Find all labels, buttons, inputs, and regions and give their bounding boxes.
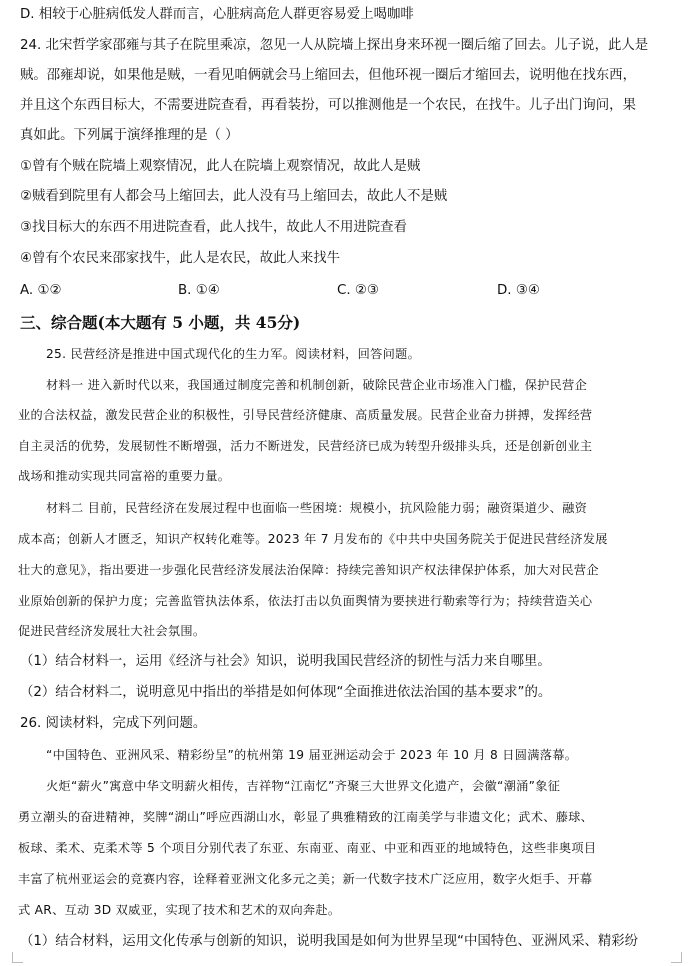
q26-material-line-5: 丰富了杭州亚运会的竞赛内容，诠释着亚洲文化多元之美；新一代数字技术广泛应用，数字火炬手、开幕 bbox=[18, 872, 593, 886]
q25-material1-line-3: 自主灵活的优势，发展韧性不断增强，活力不断迸发，民营经济已成为转型升级排头兵，还是创新创业主 bbox=[18, 439, 593, 453]
page-corner-mark-right bbox=[671, 952, 682, 963]
q26-title: 26. 阅读材料，完成下列问题。 bbox=[20, 716, 207, 731]
q25-material2-line-2: 成本高；创新人才匮乏，知识产权转化难等。2023 年 7 月发布的《中共中央国务院关于促进民营经济发展 bbox=[18, 532, 608, 546]
q25-material1-line-2: 业的合法权益，激发民营企业的积极性，引导民营经济健康、高质量发展。民营企业奋力拼搏，发挥经营 bbox=[18, 408, 593, 422]
q24-statement-2: ②贼看到院里有人都会马上缩回去，此人没有马上缩回去，故此人不是贼 bbox=[20, 189, 448, 204]
q26-material-line-6: 式 AR、互动 3D 双威亚，实现了技术和艺术的双向奔赴。 bbox=[18, 903, 341, 917]
q25-material1-line-1: 材料一 进入新时代以来，我国通过制度完善和机制创新，破除民营企业市场准入门槛，保护民营企 bbox=[46, 378, 588, 392]
q25-title: 25. 民营经济是推进中国式现代化的生力军。阅读材料，回答问题。 bbox=[46, 347, 421, 361]
q26-material-line-1: “中国特色、亚洲风采、精彩纷呈”的杭州第 19 届亚洲运动会于 2023 年 10 月 8 日圆满落幕。 bbox=[46, 748, 578, 762]
q24-option-b: B. ①④ bbox=[178, 283, 220, 298]
q24-line-2: 贼。邵雍却说，如果他是贼，一看见咱俩就会马上缩回去，但他环视一圈后才缩回去，说明他在找东西， bbox=[20, 68, 636, 83]
q24-statement-4: ④曾有个农民来邵家找牛，此人是农民，故此人来找牛 bbox=[20, 251, 340, 266]
q25-material1-line-4: 战场和推动实现共同富裕的重要力量。 bbox=[18, 469, 231, 483]
page-corner-mark-left bbox=[12, 952, 23, 963]
q24-statement-1: ①曾有个贼在院墙上观察情况，此人在院墙上观察情况，故此人是贼 bbox=[20, 159, 421, 174]
q23-option-d: D. 相较于心脏病低发人群而言，心脏病高危人群更容易爱上喝咖啡 bbox=[20, 7, 414, 22]
q26-material-line-2: 火炬“薪火”寓意中华文明薪火相传，吉祥物“江南忆”齐聚三大世界文化遗产，会徽“潮涌”象征 bbox=[46, 779, 561, 793]
q25-material2-line-3: 壮大的意见》，指出要进一步强化民营经济发展法治保障：持续完善知识产权法律保护体系，加大对民营企 bbox=[18, 563, 599, 577]
q24-line-3: 并且这个东西目标大，不需要进院查看，再看装扮，可以推测他是一个农民，在找牛。儿子出门询问，果 bbox=[20, 98, 636, 113]
q25-subquestion-2: （2）结合材料二，说明意见中指出的举措是如何体现“全面推进依法治国的基本要求”的。 bbox=[20, 685, 552, 700]
q24-line-1: 24. 北宋哲学家邵雍与其子在院里乘凉，忽见一人从院墙上探出身来环视一圈后缩了回去。儿子说，此人是 bbox=[20, 38, 649, 53]
q24-option-c: C. ②③ bbox=[337, 283, 379, 298]
q24-statement-3: ③找目标大的东西不用进院查看，此人找牛，故此人不用进院查看 bbox=[20, 220, 407, 235]
q26-material-line-4: 板球、柔术、克柔术等 5 个项目分别代表了东亚、东南亚、南亚、中亚和西亚的地域特色，这些非奥项目 bbox=[18, 841, 597, 855]
q25-material2-line-1: 材料二 目前，民营经济在发展过程中也面临一些困境：规模小，抗风险能力弱；融资渠道少、融资 bbox=[46, 501, 588, 515]
q26-subquestion-1: （1）结合材料，运用文化传承与创新的知识，说明我国是如何为世界呈现“中国特色、亚洲风采、精彩纷 bbox=[20, 934, 639, 949]
q24-option-a: A. ①② bbox=[20, 283, 62, 298]
q25-material2-line-5: 促进民营经济发展壮大社会氛围。 bbox=[18, 624, 206, 638]
q25-material2-line-4: 业原始创新的保护力度；完善监管执法体系，依法打击以负面舆情为要挟进行勒索等行为；持续营造关心 bbox=[18, 594, 593, 608]
q24-option-d: D. ③④ bbox=[497, 283, 540, 298]
q25-subquestion-1: （1）结合材料一，运用《经济与社会》知识，说明我国民营经济的韧性与活力来自哪里。 bbox=[20, 654, 551, 669]
q24-line-4: 真如此。下列属于演绎推理的是（ ） bbox=[20, 128, 239, 143]
q26-material-line-3: 勇立潮头的奋进精神，奖牌“湖山”呼应西湖山水，彰显了典雅精致的江南美学与非遗文化；武术、藤球、 bbox=[18, 810, 594, 824]
section-3-title: 三、综合题(本大题有 5 小题，共 45分) bbox=[20, 313, 301, 332]
